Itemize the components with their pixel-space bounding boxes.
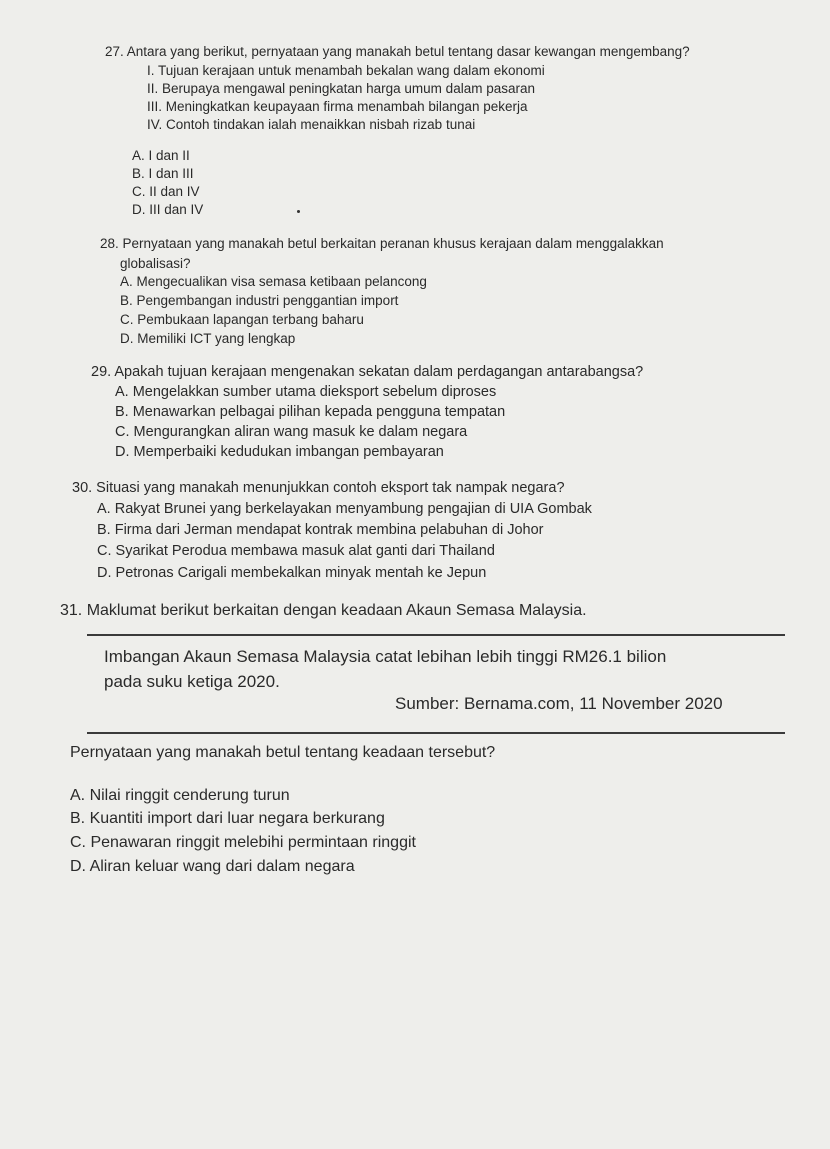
q30-option-a: A. Rakyat Brunei yang berkelayakan menyambung pengajian di UIA Gombak: [97, 501, 592, 517]
q29-option-c: C. Mengurangkan aliran wang masuk ke dalam negara: [115, 424, 468, 440]
q28-option-c: C. Pembukaan lapangan terbang baharu: [120, 312, 364, 327]
q30-option-b: B. Firma dari Jerman mendapat kontrak membina pelabuhan di Johor: [97, 522, 544, 538]
q28-option-b: B. Pengembangan industri penggantian import: [120, 293, 399, 308]
q29-option-b: B. Menawarkan pelbagai pilihan kepada pengguna tempatan: [115, 404, 506, 420]
info-box-source: Sumber: Bernama.com, 11 November 2020: [395, 694, 723, 713]
q27-option-d: D. III dan IV: [132, 202, 204, 217]
q28-stem-line2: globalisasi?: [120, 256, 191, 271]
q27-option-c: C. II dan IV: [132, 184, 200, 199]
q30-option-c: C. Syarikat Perodua membawa masuk alat ganti dari Thailand: [97, 543, 495, 559]
info-box-line2: pada suku ketiga 2020.: [104, 672, 280, 691]
q31-option-b: B. Kuantiti import dari luar negara berkurang: [70, 810, 385, 827]
q27-statement-4: IV. Contoh tindakan ialah menaikkan nisbah rizab tunai: [147, 117, 476, 132]
q30-option-d: D. Petronas Carigali membekalkan minyak mentah ke Jepun: [97, 565, 487, 581]
info-box: [87, 634, 785, 734]
q31-option-a: A. Nilai ringgit cenderung turun: [70, 787, 290, 804]
q31-option-c: C. Penawaran ringgit melebihi permintaan ringgit: [70, 834, 416, 851]
q27-stem: 27. Antara yang berikut, pernyataan yang manakah betul tentang dasar kewangan mengembang?: [105, 44, 690, 59]
q29-option-a: A. Mengelakkan sumber utama dieksport sebelum diproses: [115, 384, 497, 400]
q28-stem-line1: 28. Pernyataan yang manakah betul berkaitan peranan khusus kerajaan dalam menggalakkan: [100, 236, 664, 251]
q27-option-b: B. I dan III: [132, 166, 194, 181]
q31-stem: 31. Maklumat berikut berkaitan dengan keadaan Akaun Semasa Malaysia.: [60, 602, 587, 619]
q27-statement-3: III. Meningkatkan keupayaan firma menambah bilangan pekerja: [147, 99, 528, 114]
speck-mark: [297, 210, 300, 213]
q28-option-d: D. Memiliki ICT yang lengkap: [120, 331, 296, 346]
q29-option-d: D. Memperbaiki kedudukan imbangan pembayaran: [115, 444, 444, 460]
q27-option-a: A. I dan II: [132, 148, 190, 163]
info-box-line1: Imbangan Akaun Semasa Malaysia catat lebihan lebih tinggi RM26.1 bilion: [104, 647, 667, 666]
q28-option-a: A. Mengecualikan visa semasa ketibaan pelancong: [120, 274, 427, 289]
q31-question: Pernyataan yang manakah betul tentang keadaan tersebut?: [70, 744, 496, 761]
q31-option-d: D. Aliran keluar wang dari dalam negara: [70, 858, 355, 875]
q30-stem: 30. Situasi yang manakah menunjukkan contoh eksport tak nampak negara?: [72, 480, 565, 496]
q29-stem: 29. Apakah tujuan kerajaan mengenakan sekatan dalam perdagangan antarabangsa?: [91, 364, 644, 380]
q27-statement-2: II. Berupaya mengawal peningkatan harga umum dalam pasaran: [147, 81, 535, 96]
q27-statement-1: I. Tujuan kerajaan untuk menambah bekalan wang dalam ekonomi: [147, 63, 545, 78]
